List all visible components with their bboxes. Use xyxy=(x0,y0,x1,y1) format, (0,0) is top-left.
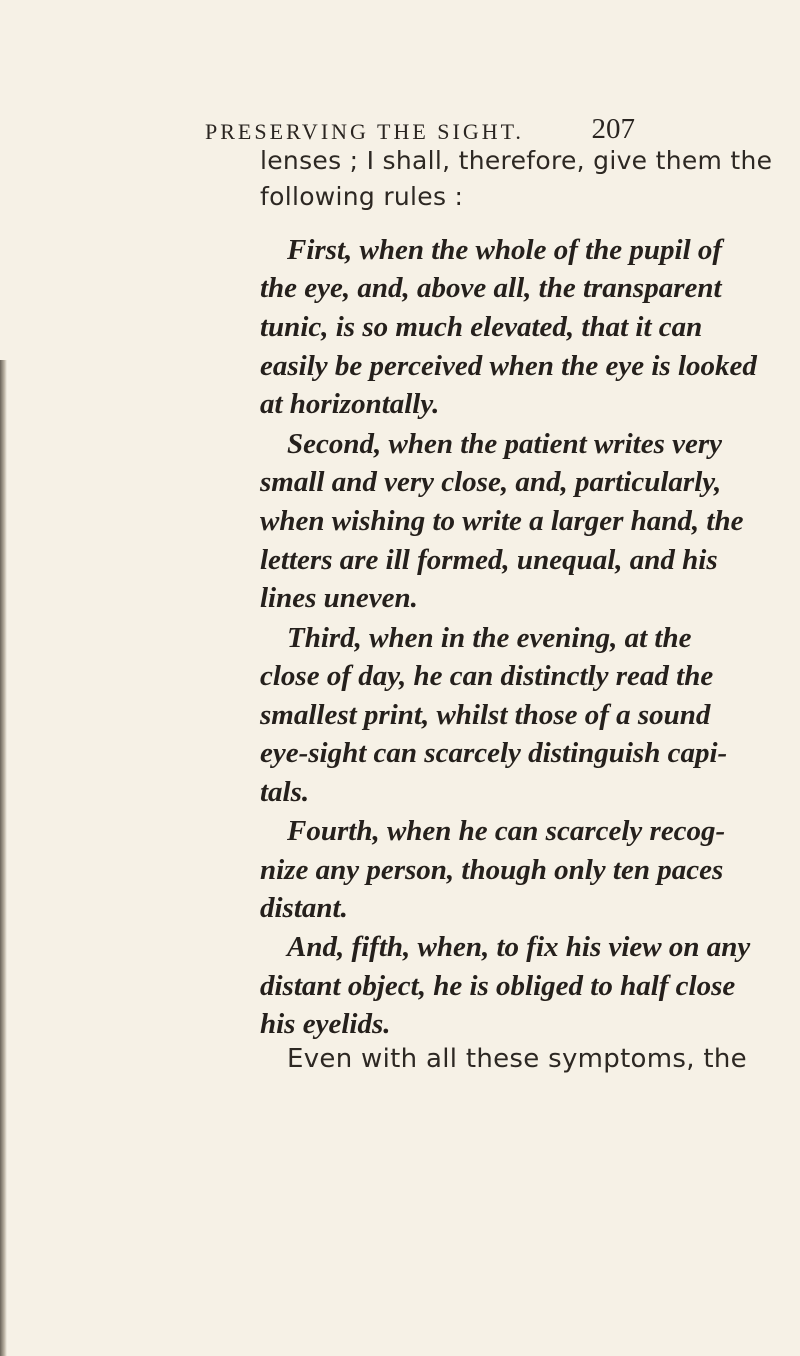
text-line: his eyelids. xyxy=(260,1008,391,1040)
running-head-title: PRESERVING THE SIGHT. xyxy=(205,119,524,144)
text-line: easily be perceived when the eye is looked xyxy=(260,350,757,382)
text-line: the eye, and, above all, the transparent xyxy=(260,272,722,304)
text-line: And, fifth, when, to fix his view on any xyxy=(287,931,751,963)
text-line: eye-sight can scarcely distinguish capi- xyxy=(260,737,728,769)
text-line: distant. xyxy=(260,892,348,924)
text-line: nize any person, though only ten paces xyxy=(260,854,724,886)
text-line: when wishing to write a larger hand, the xyxy=(260,505,744,537)
text-line: Even with all these symptoms, the xyxy=(287,1044,747,1074)
running-head xyxy=(205,113,635,149)
text-line: tunic, is so much elevated, that it can xyxy=(260,311,703,343)
text-line: First, when the whole of the pupil of xyxy=(287,234,723,266)
text-line: Second, when the patient writes very xyxy=(287,428,722,460)
page-edge-shadow xyxy=(0,360,7,1356)
text-line: letters are ill formed, unequal, and his xyxy=(260,544,718,576)
text-line: distant object, he is obliged to half close xyxy=(260,970,736,1002)
text-line: close of day, he can distinctly read the xyxy=(260,660,714,692)
text-line: following rules : xyxy=(260,182,464,211)
text-line: Third, when in the evening, at the xyxy=(287,622,692,654)
text-line: small and very close, and, particularly, xyxy=(260,466,722,498)
text-line: lines uneven. xyxy=(260,582,418,614)
page-number: 207 xyxy=(591,113,635,145)
text-line: Fourth, when he can scarcely recog- xyxy=(287,815,726,847)
text-line: smallest print, whilst those of a sound xyxy=(260,699,711,731)
text-line: lenses ; I shall, therefore, give them the xyxy=(260,146,773,175)
text-line: at horizontally. xyxy=(260,388,440,420)
text-line: tals. xyxy=(260,776,310,808)
